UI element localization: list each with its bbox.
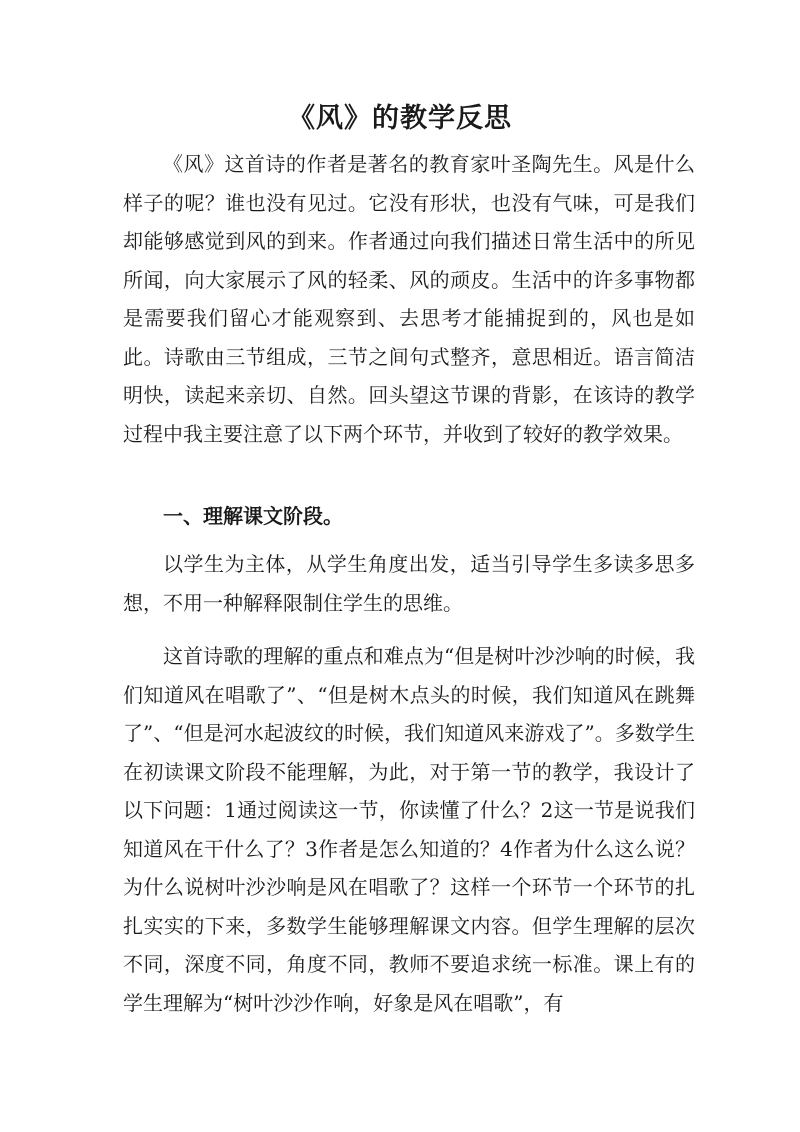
document-title: 《风》的教学反思 [288, 103, 512, 134]
key-points-paragraph: 这首诗歌的理解的重点和难点为“但是树叶沙沙响的时候，我们知道风在唱歌了”、“但是树木点头的时候，我们知道风在跳舞了”、“但是河水起波纹的时候，我们知道风来游戏了”。多数学生在初读课文阶段不能理解，为此，对于第一节的教学，我设计了以下问题：1通过阅读这一节，你读懂了什么？2这一节是说我们知道风在干什么了？3作者是怎么知道的？4作者为什么这么说？为什么说树叶沙沙响是风在唱歌了？这样一个环节一个环节的扎扎实实的下来，多数学生能够理解课文内容。但学生理解的层次不同，深度不同，角度不同，教师不要追求统一标准。课上有的学生理解为“树叶沙沙作响，好象是风在唱歌”，有 [123, 644, 695, 1015]
section-heading-understanding: 一、理解课文阶段。 [163, 504, 343, 528]
intro-paragraph: 《风》这首诗的作者是著名的教育家叶圣陶先生。风是什么样子的呢？谁也没有见过。它没有形状，也没有气味，可是我们却能够感觉到风的到来。作者通过向我们描述日常生活中的所见所闻，向大家展示了风的轻柔、风的顽皮。生活中的许多事物都是需要我们留心才能观察到、去思考才能捕捉到的，风也是如此。诗歌由三节组成，三节之间句式整齐，意思相近。语言简洁明快，读起来亲切、自然。回头望这节课的背影，在该诗的教学过程中我主要注意了以下两个环节，并收到了较好的教学效果。 [123, 152, 695, 446]
student-centered-paragraph: 以学生为主体，从学生角度出发，适当引导学生多读多思多想，不用一种解释限制住学生的思维。 [123, 552, 695, 615]
